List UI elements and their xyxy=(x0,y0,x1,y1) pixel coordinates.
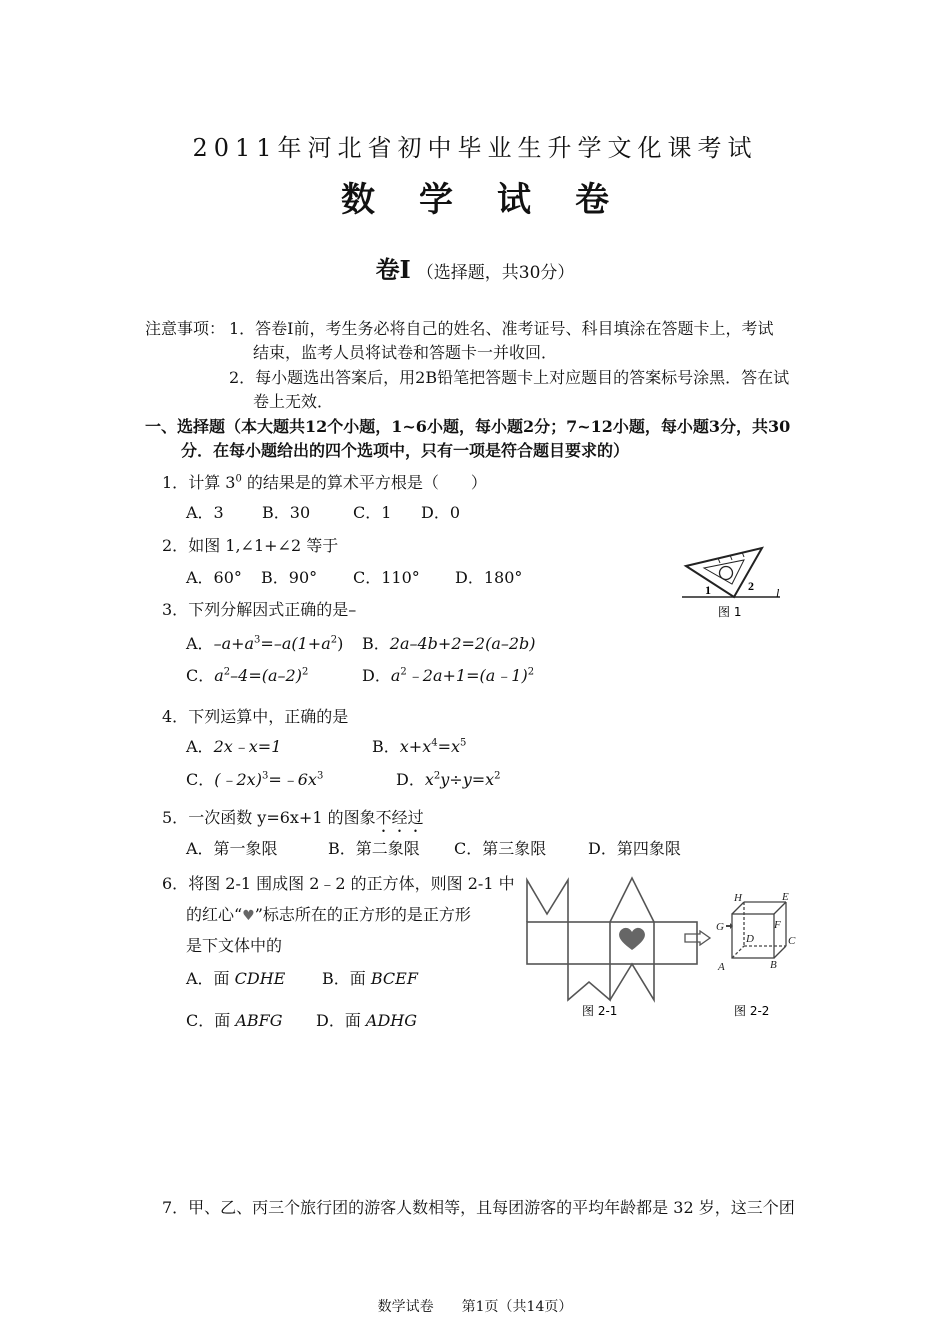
notice-2a: 2．每小题选出答案后，用2B铅笔把答题卡上对应题目的答案标号涂黑．答在试 xyxy=(229,368,790,387)
q2-stem xyxy=(162,535,338,557)
q4-option-d xyxy=(396,769,501,791)
q4-stem xyxy=(162,706,348,728)
q4-a-label: A． xyxy=(186,737,214,756)
q4-b-exp: 4 xyxy=(431,737,438,749)
q6-option-b xyxy=(322,968,418,990)
vertex-b: B xyxy=(770,959,777,971)
heart-icon xyxy=(619,928,645,950)
vertex-a: A xyxy=(718,961,725,973)
angle-2-label: 2 xyxy=(748,579,754,593)
q2-option-d: D．180° xyxy=(455,568,523,587)
q6-stem-line2 xyxy=(186,904,471,927)
q6-a-label: A．面 xyxy=(186,969,235,988)
figure-2-1 xyxy=(520,872,710,1022)
q4-b-expr: x+x xyxy=(399,737,432,756)
vertex-f: F xyxy=(774,919,781,931)
q6-d-label: D．面 xyxy=(316,1011,366,1030)
q4-c-rest: =﹣6x xyxy=(268,770,317,789)
notice-1a: 1．答卷Ⅰ前，考生务必将自己的姓名、准考证号、科目填涂在答题卡上，考试 xyxy=(229,319,774,338)
q5-pre: 一次函数 y=6x+1 的图象 xyxy=(188,808,376,827)
q5-option-c: C．第三象限 xyxy=(454,839,547,858)
q2-num: 2． xyxy=(162,536,189,555)
q6-d-face: ADHG xyxy=(365,1011,418,1030)
part-heading xyxy=(0,250,950,285)
q4-option-b xyxy=(372,736,466,758)
net-bottom-left xyxy=(568,964,610,1000)
q3-b-label: B． xyxy=(362,634,390,653)
q4-d-exp2: 2 xyxy=(494,770,501,782)
exam-title: 2011年河北省初中毕业生升学文化课考试 xyxy=(192,134,758,162)
figure-2-2-caption: 图 2-2 xyxy=(734,1004,770,1018)
q4-b-exp2: 5 xyxy=(460,737,467,749)
figure-1 xyxy=(680,542,790,624)
q3-option-d xyxy=(362,665,534,687)
q4-d-exp: 2 xyxy=(433,770,441,782)
ruler-hole xyxy=(720,567,733,580)
q3-d-exp2: 2 xyxy=(527,666,535,678)
notice-1b: 结束，监考人员将试卷和答题卡一并收回． xyxy=(253,343,558,362)
q4-num: 4． xyxy=(162,707,189,726)
q1-num: 1． xyxy=(162,473,189,492)
q5-option-d: D．第四象限 xyxy=(588,839,681,858)
q5-option-b: B．第二象限 xyxy=(328,839,420,858)
q3-a-end: ) xyxy=(337,634,344,653)
q4-d-rest: y÷y=x xyxy=(440,770,495,789)
q1-option-a: A．3 xyxy=(186,503,224,522)
section-heading-b: 分．在每小题给出的四个选项中，只有一项是符合题目要求的） xyxy=(181,441,630,460)
figure-1-caption: 图 1 xyxy=(718,605,742,619)
q4-c-label: C． xyxy=(186,770,215,789)
q6-stem-line3: 是下文体中的 xyxy=(186,936,283,955)
q2-option-b: B．90° xyxy=(261,568,318,587)
page-footer: 数学试卷 第1页（共14页） xyxy=(377,1299,573,1315)
q3-c-exp2: 2 xyxy=(301,666,309,678)
figure-2-2 xyxy=(712,888,802,1022)
q2-text: 如图 1,∠1+∠2 等于 xyxy=(188,536,339,555)
q3-stem xyxy=(162,599,356,621)
q4-c-exp: 3 xyxy=(261,770,269,782)
vertex-e: E xyxy=(782,891,789,903)
vertex-h: H xyxy=(734,892,742,904)
q1-option-c: C．1 xyxy=(353,503,392,522)
q3-a-rest: =–a(1+a xyxy=(260,634,331,653)
angle-1-label: 1 xyxy=(705,583,711,597)
q6-stem-line1 xyxy=(162,873,515,895)
q3-d-exp: 2 xyxy=(400,666,407,678)
q1-option-b: B．30 xyxy=(262,503,311,522)
q3-a-label: A． xyxy=(186,634,214,653)
q5-stem xyxy=(162,807,424,836)
net-middle-row xyxy=(527,922,697,964)
figure-2-1-caption: 图 2-1 xyxy=(582,1004,618,1018)
q6-line1: 将图 2-1 围成图 2﹣2 的正方体，则图 2-1 中 xyxy=(188,874,515,893)
section-heading-a: 一、选择题（本大题共12个小题，1~6小题，每小题2分；7~12小题，每小题3分，共30 xyxy=(145,417,791,436)
q3-c-label: C． xyxy=(186,666,215,685)
q6-option-c xyxy=(186,1010,283,1032)
vertex-d: D xyxy=(746,933,754,945)
part-note: （选择题，共30分） xyxy=(416,263,575,283)
part-label: 卷Ⅰ xyxy=(375,255,411,284)
q3-num: 3． xyxy=(162,600,189,619)
q4-d-expr: x xyxy=(424,770,434,789)
arrow-icon xyxy=(684,930,712,946)
q6-option-d xyxy=(316,1010,417,1032)
q4-option-c xyxy=(186,769,323,791)
q1-option-d: D．0 xyxy=(421,503,461,522)
q4-text: 下列运算中，正确的是 xyxy=(188,707,349,726)
q5-num: 5． xyxy=(162,808,189,827)
q5-option-a: A．第一象限 xyxy=(186,839,278,858)
q2-option-a: A．60° xyxy=(186,568,242,587)
q6-num: 6． xyxy=(162,874,189,893)
q6-b-label: B．面 xyxy=(322,969,371,988)
net-top-left xyxy=(527,880,568,922)
q3-c-exp: 2 xyxy=(223,666,231,678)
q5-emphasis: 不经过 xyxy=(375,808,424,827)
subject-title: 数学试卷 xyxy=(341,180,653,220)
q4-b-label: B． xyxy=(372,737,400,756)
q4-option-a xyxy=(186,736,281,758)
q1-pre: 计算 3 xyxy=(188,473,236,492)
q1-exp: 0 xyxy=(235,473,242,485)
q2-option-c: C．110° xyxy=(353,568,420,587)
q3-b-expr: 2a–4b+2=2(a–2b) xyxy=(389,634,536,653)
q6-b-face: BCEF xyxy=(370,969,418,988)
q3-d-rest: ﹣2a+1=(a﹣1) xyxy=(406,666,528,685)
net-bottom-right xyxy=(610,964,654,1000)
net-top-triangle xyxy=(610,878,654,922)
notice-label: 注意事项： xyxy=(145,319,226,338)
q6-a-face: CDHE xyxy=(234,969,286,988)
heart-icon: ♥ xyxy=(242,908,255,924)
notice-2b: 卷上无效． xyxy=(253,392,334,411)
q6-line2-b: ”标志所在的正方形的是正方形 xyxy=(254,905,471,924)
q6-c-label: C．面 xyxy=(186,1011,236,1030)
vertex-c: C xyxy=(788,935,796,947)
q3-option-a xyxy=(186,633,343,655)
q1-post: 的结果是的算术平方根是（ ） xyxy=(241,473,487,492)
q4-b-rest: =x xyxy=(437,737,461,756)
q4-d-label: D． xyxy=(396,770,425,789)
q6-c-face: ABFG xyxy=(235,1011,283,1030)
q6-option-a xyxy=(186,968,285,990)
q3-c-rest: –4=(a–2) xyxy=(230,666,302,685)
q3-c-expr: a xyxy=(214,666,224,685)
q3-option-b xyxy=(362,633,536,655)
q3-a-exp: 3 xyxy=(254,634,261,646)
line-l-label: l xyxy=(776,586,780,600)
q6-line2-a: 的红心“ xyxy=(186,905,243,924)
q3-d-label: D． xyxy=(362,666,391,685)
q4-a-expr: 2x﹣x=1 xyxy=(213,737,282,756)
q7-stem: 7．甲、乙、丙三个旅行团的游客人数相等，且每团游客的平均年龄都是 32 岁，这三个团 xyxy=(162,1198,795,1217)
q3-text: 下列分解因式正确的是– xyxy=(188,600,357,619)
q1-stem xyxy=(162,472,487,494)
q3-d-expr: a xyxy=(390,666,401,685)
q4-c-expr: (﹣2x) xyxy=(214,770,262,789)
q3-a-expr: –a+a xyxy=(213,634,255,653)
q3-option-c xyxy=(186,665,308,687)
vertex-g: G xyxy=(716,921,724,933)
q4-c-exp2: 3 xyxy=(316,770,324,782)
q3-a-exp2: 2 xyxy=(330,634,338,646)
